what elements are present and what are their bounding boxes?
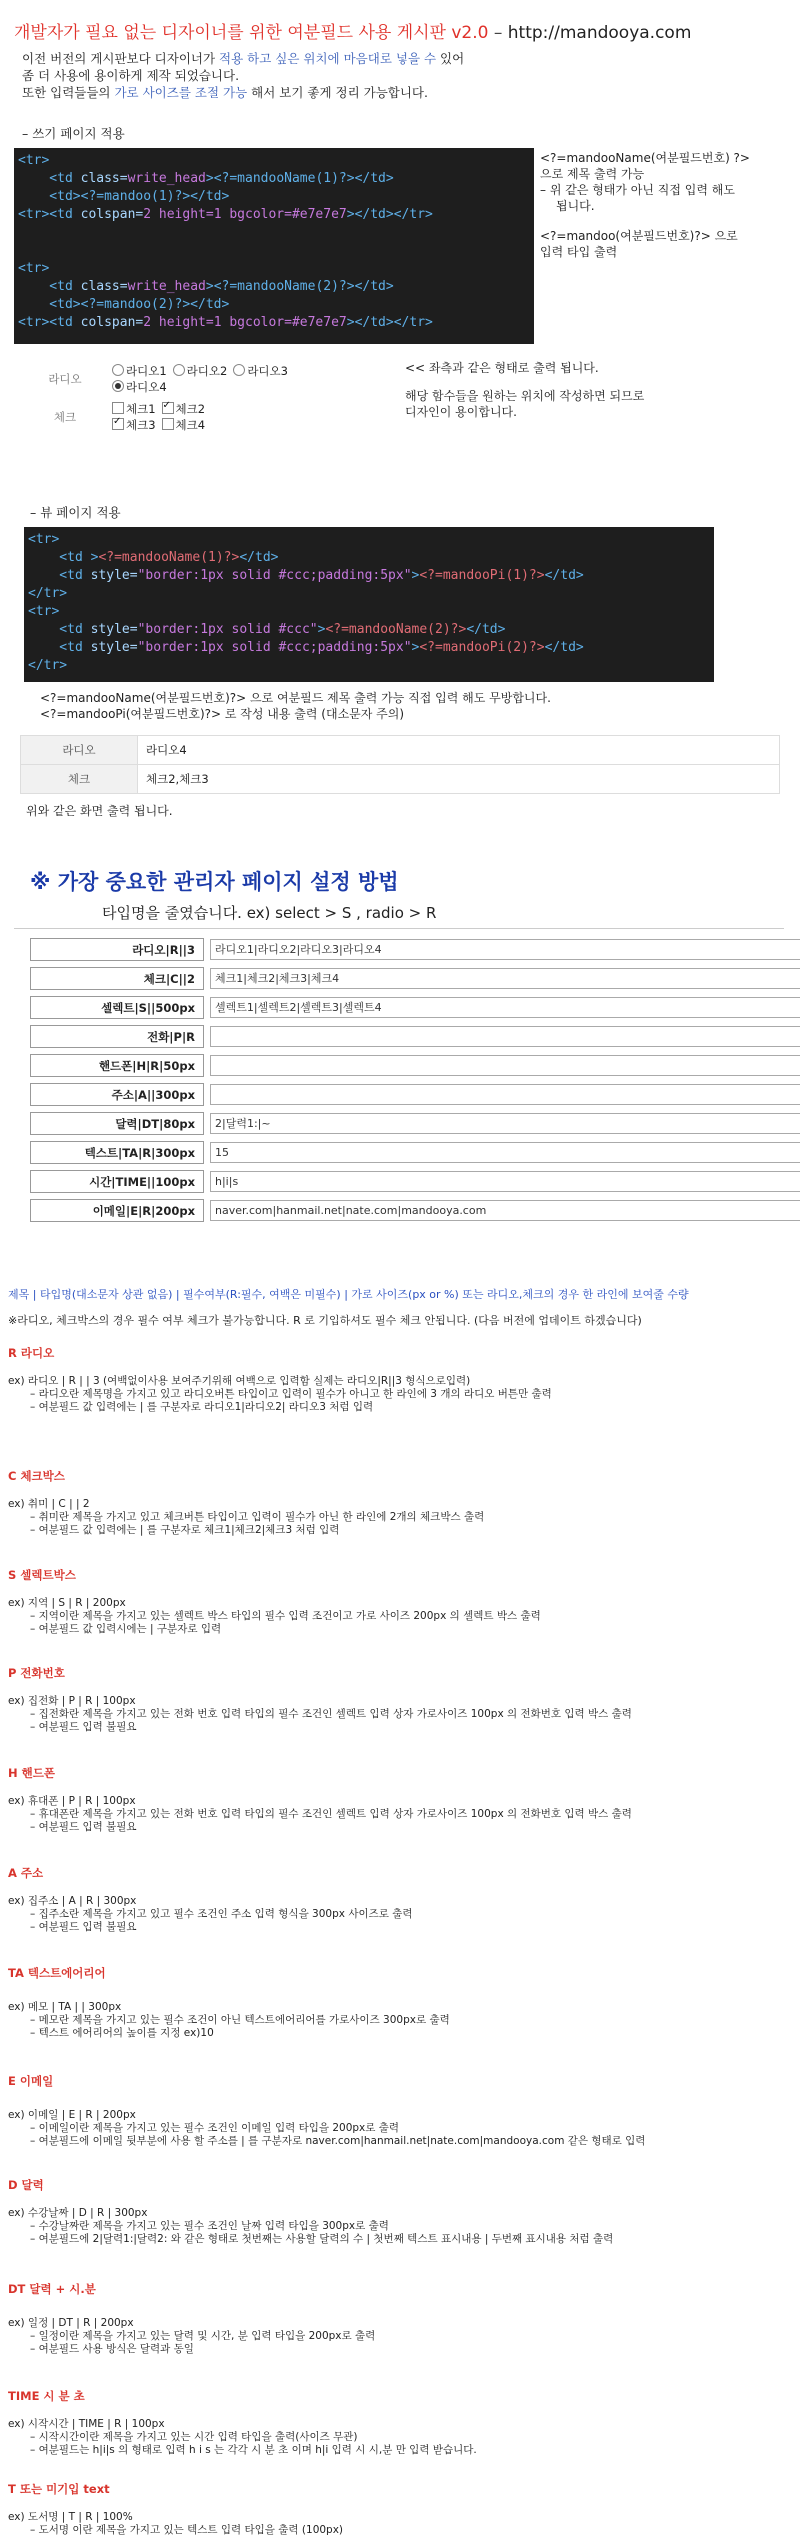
check-label: 체크 (53, 410, 77, 424)
admin-subtitle: 타입명을 줄였습니다. ex) select > S , radio > R (102, 904, 437, 922)
radio-option-label: 라디오4 (126, 380, 167, 394)
code-line: </tr> (28, 586, 68, 601)
type-example: ex) 도서명 | T | R | 100% (8, 2511, 133, 2523)
type-section (8, 2281, 798, 2356)
type-section (8, 2073, 798, 2148)
type-section-title: C 체크박스 (8, 1469, 65, 1483)
radio-icon[interactable] (233, 364, 245, 376)
admin-field-key: 주소|A||300px (30, 1083, 204, 1106)
type-section-body (8, 2109, 798, 2148)
radio-option[interactable] (173, 364, 228, 378)
intro-text (22, 50, 542, 101)
admin-field-key: 달력|DT|80px (30, 1112, 204, 1135)
checkbox-option-label: 체크3 (126, 418, 156, 432)
type-example: ex) 이메일 | E | R | 200px (8, 2109, 136, 2121)
type-example: ex) 시작시간 | TIME | R | 100px (8, 2418, 165, 2430)
admin-field-value-cell (204, 1054, 800, 1077)
view-row-key: 체크 (21, 765, 138, 794)
code-line: <td ><?=mandooName(1)?></td> (28, 550, 279, 565)
admin-row (30, 1199, 800, 1222)
type-desc: – 휴대폰란 제목을 가지고 있는 전화 번호 입력 타입의 필수 조건인 셀렉트 입력 상자 가로사이즈 100px 의 전화번호 입력 박스 출력 (30, 1808, 632, 1820)
write-note-5: <?=mandoo(여분필드번호)?> 으로 (540, 229, 738, 243)
view-output-table (20, 735, 780, 794)
radio-group (106, 360, 300, 398)
type-example: ex) 집주소 | A | R | 300px (8, 1895, 137, 1907)
radio-option-label: 라디오3 (247, 364, 288, 378)
view-row (21, 736, 780, 765)
checkbox-option-label: 체크2 (175, 402, 206, 416)
type-section-body (8, 2317, 798, 2356)
admin-row (30, 938, 800, 961)
type-desc: – 여분필드 입력 불필요 (30, 1921, 137, 1933)
admin-row (30, 996, 800, 1019)
radio-option[interactable] (112, 364, 167, 378)
type-section (8, 2481, 798, 2537)
code-line: <td class=write_head><?=mandooName(1)?></td> (18, 171, 394, 186)
radio-option[interactable] (112, 380, 167, 394)
intro-highlight2: 가로 사이즈를 조절 가능 (114, 85, 248, 100)
admin-field-value-cell (204, 1199, 800, 1222)
admin-row (30, 1054, 800, 1077)
type-section-title: H 핸드폰 (8, 1766, 55, 1780)
admin-field-key: 시간|TIME||100px (30, 1170, 204, 1193)
admin-field-value-cell (204, 1112, 800, 1135)
checkbox-icon[interactable] (162, 402, 174, 414)
type-section-title: A 주소 (8, 1866, 44, 1880)
format-line: 제목 | 타입명(대소문자 상관 없음) | 필수여부(R:필수, 여백은 미필수) | 가로 사이즈(px or %) 또는 라디오,체크의 경우 한 라인에 보여줄 수량 (8, 1288, 689, 1301)
type-section (8, 1965, 798, 2040)
admin-field-input[interactable] (210, 1084, 800, 1105)
code-line: <td class=write_head><?=mandooName(2)?></td> (18, 279, 394, 294)
type-section (8, 2177, 798, 2246)
admin-field-input[interactable]: 라디오1|라디오2|라디오3|라디오4 (210, 939, 800, 960)
type-desc: – 여분필드 값 입력에는 | 를 구분자로 체크1|체크2|체크3 처럼 입력 (30, 1524, 340, 1536)
code-line: <td style="border:1px solid #ccc"><?=mandooName(2)?></td> (28, 622, 506, 637)
type-desc: – 집주소란 제목을 가지고 있고 필수 조건인 주소 입력 형식을 300px 사이즈로 출력 (30, 1908, 413, 1920)
type-section-body (8, 1375, 798, 1414)
type-section-body (8, 2418, 798, 2457)
checkbox-icon[interactable] (162, 418, 174, 430)
intro-line1: 이전 버전의 게시판보다 디자이너가 (22, 51, 220, 66)
admin-field-key: 라디오|R||3 (30, 938, 204, 961)
write-note-2: 으로 제목 출력 가능 (540, 167, 645, 181)
code-line: <tr> (18, 153, 50, 168)
checkbox-option[interactable] (112, 418, 156, 432)
code-line (18, 224, 534, 242)
checkbox-icon[interactable] (112, 418, 124, 430)
type-section (8, 1345, 798, 1414)
intro-line2: 좀 더 사용에 용이하게 제작 되었습니다. (22, 68, 240, 83)
intro-line3-end: 해서 보기 좋게 정리 가능합니다. (247, 85, 428, 100)
type-section (8, 1665, 798, 1734)
intro-line3: 또한 입력들들의 (22, 85, 115, 100)
type-section-title: D 달력 (8, 2178, 44, 2192)
admin-field-key: 체크|C||2 (30, 967, 204, 990)
type-desc: – 여분필드 입력 불필요 (30, 1821, 137, 1833)
type-section-title: TA 텍스트에어리어 (8, 1966, 106, 1980)
type-section-body (8, 1695, 798, 1734)
code-line: <td style="border:1px solid #ccc;padding:5px"><?=mandooPi(2)?></td> (28, 640, 584, 655)
type-section-body (8, 1795, 798, 1834)
admin-field-input[interactable]: h|i|s (210, 1171, 800, 1192)
admin-title: ※ 가장 중요한 관리자 페이지 설정 방법 (30, 870, 399, 894)
type-desc: – 여분필드에 2|달력1:|달력2: 와 같은 형태로 첫번째는 사용할 달력의 수 | 첫번째 텍스트 표시내용 | 두번째 표시내용 처럼 출력 (30, 2233, 614, 2245)
admin-field-input[interactable]: 15 (210, 1142, 800, 1163)
admin-field-value-cell (204, 1141, 800, 1164)
type-section-title: R 라디오 (8, 1346, 55, 1360)
view-notes (40, 690, 551, 722)
view-after-text: 위와 같은 화면 출력 됩니다. (26, 804, 173, 818)
type-desc: – 여분필드는 h|i|s 의 형태로 입력 h i s 는 각각 시 분 초 이며 h|i 입력 시 시,분 만 입력 받습니다. (30, 2444, 477, 2456)
page-title (14, 18, 691, 43)
admin-field-value-cell (204, 1170, 800, 1193)
title-url[interactable]: http://mandooya.com (507, 23, 692, 43)
type-desc: – 여분필드 값 입력시에는 | 구분자로 입력 (30, 1623, 222, 1635)
admin-row (30, 967, 800, 990)
type-example: ex) 지역 | S | R | 200px (8, 1597, 126, 1609)
type-section-body (8, 2001, 798, 2040)
type-example: ex) 메모 | TA | | 300px (8, 2001, 122, 2013)
admin-field-key: 이메일|E|R|200px (30, 1199, 204, 1222)
admin-row (30, 1141, 800, 1164)
type-desc: – 여분필드 값 입력에는 | 를 구분자로 라디오1|라디오2| 라디오3 처럼 입력 (30, 1401, 374, 1413)
code-line: <tr><td colspan=2 height=1 bgcolor=#e7e7e7></td></tr> (18, 315, 433, 330)
type-section-body (8, 1895, 798, 1934)
write-note-1: <?=mandooName(여분필드번호) ?> (540, 151, 750, 165)
checkbox-option[interactable] (112, 402, 156, 416)
type-section-title: DT 달력 + 시.분 (8, 2282, 96, 2296)
admin-field-key: 텍스트|TA|R|300px (30, 1141, 204, 1164)
admin-field-value-cell (204, 1025, 800, 1048)
admin-row (30, 1025, 800, 1048)
view-note-2: <?=mandooPi(여분필드번호)?> 로 작성 내용 출력 (대소문자 주의) (40, 707, 405, 721)
checkbox-option-label: 체크1 (126, 402, 156, 416)
admin-field-input[interactable] (210, 1026, 800, 1047)
code-line: <tr> (28, 604, 60, 619)
radio-option-label: 라디오2 (186, 364, 228, 378)
admin-row (30, 1170, 800, 1193)
type-example: ex) 휴대폰 | P | R | 100px (8, 1795, 136, 1807)
code-line: <tr><td colspan=2 height=1 bgcolor=#e7e7e7></td></tr> (18, 207, 433, 222)
intro-highlight1: 적용 하고 싶은 위치에 마음대로 넣을 수 (219, 51, 437, 66)
checkbox-option[interactable] (162, 418, 206, 432)
checkbox-option[interactable] (162, 402, 206, 416)
write-note-4: 됩니다. (556, 199, 595, 213)
radio-option[interactable] (233, 364, 288, 378)
radio-icon[interactable] (112, 380, 124, 392)
type-section (8, 1468, 798, 1537)
type-section-body (8, 1597, 798, 1636)
write-code-block (14, 148, 534, 344)
radio-label: 라디오 (48, 372, 82, 386)
type-desc: – 집전화란 제목을 가지고 있는 전화 번호 입력 타입의 필수 조건인 셀렉트 입력 상자 가로사이즈 100px 의 전화번호 입력 박스 출력 (30, 1708, 632, 1720)
admin-field-input[interactable]: 2|달력1:|~ (210, 1113, 800, 1134)
type-section (8, 1567, 798, 1636)
view-note-1: <?=mandooName(여분필드번호)?> 으로 여분필드 제목 출력 가능 직접 입력 해도 무방합니다. (40, 691, 551, 705)
type-section (8, 1765, 798, 1834)
code-line: <td style="border:1px solid #ccc;padding:5px"><?=mandooPi(1)?></td> (28, 568, 584, 583)
type-desc: – 여분필드에 이메일 뒷부분에 사용 할 주소를 | 를 구분자로 naver.com|hanmail.net|nate.com|mandooya.com 같은 형태로 입력 (30, 2135, 646, 2147)
admin-field-value-cell (204, 938, 800, 961)
type-desc: – 메모란 제목을 가지고 있는 필수 조건이 아닌 텍스트에어리어를 가로사이즈 300px로 출력 (30, 2014, 450, 2026)
form-note-1: << 좌측과 같은 형태로 출력 됩니다. (405, 361, 599, 375)
type-desc: – 텍스트 에어리어의 높이를 지정 ex)10 (30, 2027, 214, 2039)
intro-line1-end: 있어 (436, 51, 465, 66)
type-section-title: S 셀렉트박스 (8, 1568, 76, 1582)
type-desc: – 지역이란 제목을 가지고 있는 셀렉트 박스 타입의 필수 입력 조건이고 가로 사이즈 200px 의 셀렉트 박스 출력 (30, 1610, 541, 1622)
admin-field-key: 전화|P|R (30, 1025, 204, 1048)
code-line: <td><?=mandoo(1)?></td> (18, 189, 230, 204)
admin-field-input[interactable] (210, 1055, 800, 1076)
view-row-value: 체크2,체크3 (138, 765, 780, 794)
type-desc: – 수강날짜란 제목을 가지고 있는 필수 조건인 날짜 입력 타입을 300px로 출력 (30, 2220, 389, 2232)
type-section (8, 1865, 798, 1934)
admin-row (30, 1112, 800, 1135)
type-section-body (8, 2511, 798, 2537)
form-note-2: 해당 함수들을 원하는 위치에 작성하면 되므로 (405, 389, 645, 403)
type-section-title: E 이메일 (8, 2074, 54, 2088)
admin-row (30, 1083, 800, 1106)
admin-field-value-cell (204, 996, 800, 1019)
code-line: </tr> (28, 658, 68, 673)
view-row-key: 라디오 (21, 736, 138, 765)
type-section-body (8, 2207, 798, 2246)
checkbox-icon[interactable] (112, 402, 124, 414)
write-notes (540, 150, 790, 260)
type-desc: – 이메일이란 제목을 가지고 있는 필수 조건인 이메일 입력 타입을 200px로 출력 (30, 2122, 400, 2134)
type-example: ex) 라디오 | R | | 3 (여백없이사용 보여주기위해 여백으로 입력함 실제는 라디오|R||3 형식으로입력) (8, 1375, 471, 1387)
type-desc: – 여분필드 사용 방식은 달력과 동일 (30, 2343, 194, 2355)
radio-icon[interactable] (112, 364, 124, 376)
type-section (8, 2388, 798, 2457)
code-line: <tr> (18, 261, 50, 276)
warn-line: ※라디오, 체크박스의 경우 필수 여부 체크가 불가능합니다. R 로 기입하셔도 필수 체크 안됩니다. (다음 버전에 업데이트 하겠습니다) (8, 1314, 642, 1327)
type-example: ex) 집전화 | P | R | 100px (8, 1695, 136, 1707)
form-note-3: 디자인이 용이합니다. (405, 405, 517, 419)
type-desc: – 일정이란 제목을 가지고 있는 달력 및 시간, 분 입력 타입을 200px로 출력 (30, 2330, 376, 2342)
type-section-title: T 또는 미기입 text (8, 2482, 110, 2496)
radio-option-label: 라디오1 (126, 364, 167, 378)
view-row-value: 라디오4 (138, 736, 780, 765)
type-desc: – 시작시간이란 제목을 가지고 있는 시간 입력 타입을 출력(사이즈 무관) (30, 2431, 358, 2443)
type-desc: – 취미란 제목을 가지고 있고 체크버튼 타입이고 입력이 필수가 아닌 한 라인에 2개의 체크박스 출력 (30, 1511, 485, 1523)
checkbox-option-label: 체크4 (175, 418, 206, 432)
admin-field-value-cell (204, 1083, 800, 1106)
code-line: <td><?=mandoo(2)?></td> (18, 297, 230, 312)
view-code-block (24, 527, 714, 682)
radio-icon[interactable] (173, 364, 185, 376)
type-example: ex) 일정 | DT | R | 200px (8, 2317, 134, 2329)
code-line: <tr> (28, 532, 60, 547)
admin-field-value-cell (204, 967, 800, 990)
write-note-3: – 위 같은 형태가 아닌 직접 입력 해도 (540, 183, 735, 197)
type-desc: – 여분필드 입력 불필요 (30, 1721, 137, 1733)
form-demo-table (24, 360, 300, 436)
admin-divider (14, 928, 784, 929)
write-heading: – 쓰기 페이지 적용 (22, 126, 125, 141)
admin-field-input[interactable]: naver.com|hanmail.net|nate.com|mandooya.com (210, 1200, 800, 1221)
admin-field-input[interactable]: 체크1|체크2|체크3|체크4 (210, 968, 800, 989)
type-section-title: TIME 시 분 초 (8, 2389, 85, 2403)
code-line (18, 242, 534, 260)
admin-field-input[interactable]: 셀렉트1|셀렉트2|셀렉트3|셀렉트4 (210, 997, 800, 1018)
write-note-6: 입력 타입 출력 (540, 245, 618, 259)
type-section-title: P 전화번호 (8, 1666, 65, 1680)
type-section-body (8, 1498, 798, 1537)
title-text: 개발자가 필요 없는 디자이너를 위한 여분필드 사용 게시판 v2.0 (14, 23, 489, 43)
check-group (106, 398, 300, 436)
view-heading: – 뷰 페이지 적용 (30, 505, 121, 520)
admin-settings-table (30, 932, 800, 1228)
type-desc: – 도서명 이란 제목을 가지고 있는 텍스트 입력 타입을 출력 (100px) (30, 2524, 344, 2536)
view-row (21, 765, 780, 794)
type-example: ex) 수강날짜 | D | R | 300px (8, 2207, 148, 2219)
form-demo-notes (405, 360, 785, 420)
type-example: ex) 취미 | C | | 2 (8, 1498, 90, 1510)
title-separator: – (488, 23, 508, 43)
admin-field-key: 핸드폰|H|R|50px (30, 1054, 204, 1077)
type-desc: – 라디오란 제목명을 가지고 있고 라디오버튼 타입이고 입력이 필수가 아니고 한 라인에 3 개의 라디오 버튼만 출력 (30, 1388, 552, 1400)
admin-field-key: 셀렉트|S||500px (30, 996, 204, 1019)
